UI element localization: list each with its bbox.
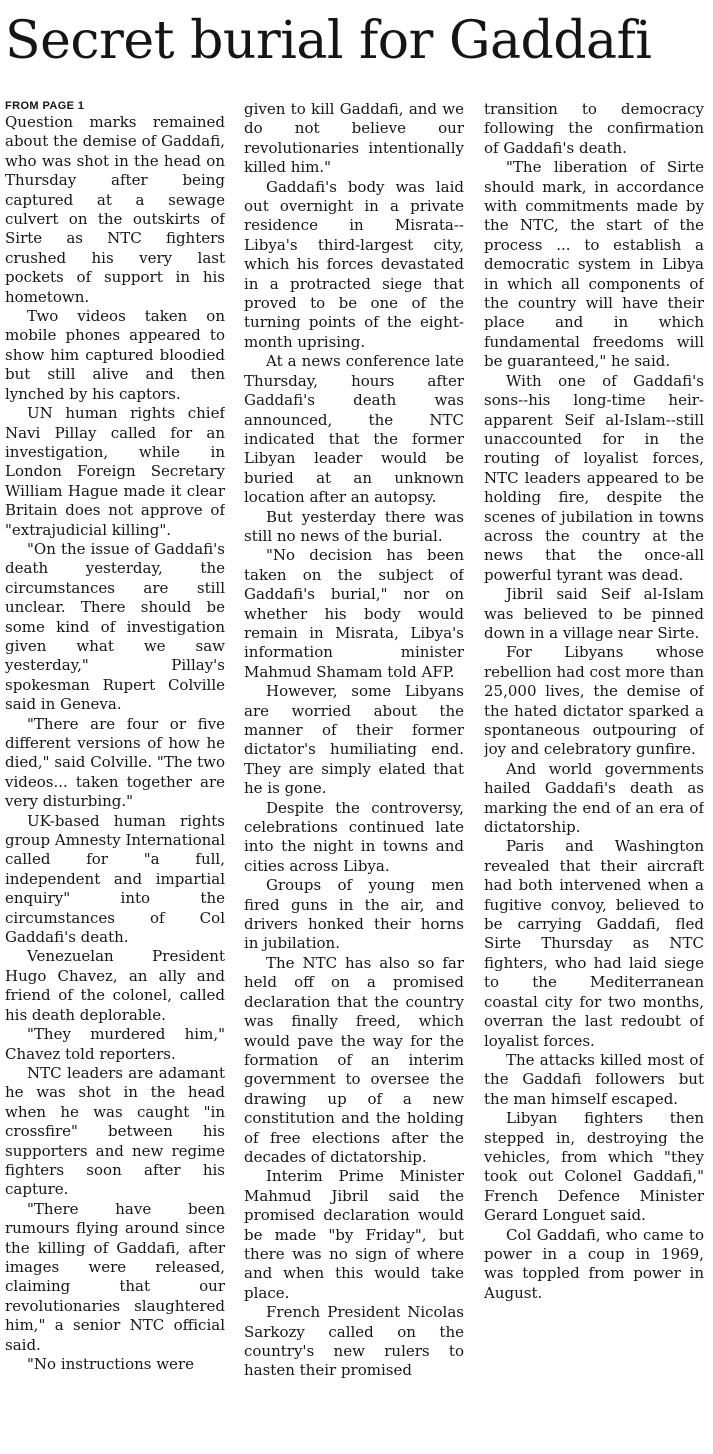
article-paragraph: At a news conference late Thursday, hours after Gaddafi's death was announced, the NTC indicated that the former Libyan leader would be buried at an unknown location after an autopsy. — [244, 352, 464, 507]
article-paragraph: Gaddafi's body was laid out overnight in a private residence in Misrata--Libya's third-largest city, which his forces devastated in a protracted siege that proved to be one of the turning points of the eight-month uprising. — [244, 177, 464, 351]
article-column-2 — [244, 100, 464, 1452]
article-column-3 — [484, 100, 704, 1452]
article-paragraph: UN human rights chief Navi Pillay called for an investigation, while in London Foreign Secretary William Hague made it clear Britain does not approve of "extrajudicial killing". — [5, 404, 225, 539]
article-paragraph: Libyan fighters then stepped in, destroying the vehicles, from which "they took out Colonel Gaddafi," French Defence Minister Gerard Longuet said. — [484, 1109, 704, 1225]
article-paragraph: NTC leaders are adamant he was shot in the head when he was caught "in crossfire" between his supporters and new regime fighters soon after his capture. — [5, 1063, 225, 1199]
article-paragraph: transition to democracy following the confirmation of Gaddafi's death. — [484, 100, 704, 157]
from-page-kicker: FROM PAGE 1 — [5, 100, 85, 112]
article-paragraph: "They murdered him," Chavez told reporters. — [5, 1025, 225, 1063]
article-paragraph: "No decision has been taken on the subject of Gaddafi's burial," nor on whether his body would remain in Misrata, Libya's information minister Mahmud Shamam told AFP. — [244, 546, 464, 681]
article-paragraph: Two videos taken on mobile phones appeared to show him captured bloodied but still alive and then lynched by his captors. — [5, 307, 225, 403]
article-paragraph: The attacks killed most of the Gaddafi followers but the man himself escaped. — [484, 1050, 704, 1108]
article-paragraph: With one of Gaddafi's sons--his long-time heir-apparent Seif al-Islam--still unaccounted for in the routing of loyalist forces, NTC leaders appeared to be holding fire, despite the scenes of jubilation in towns across the country at the news that the once-all powerful tyrant was dead. — [484, 371, 704, 584]
article-paragraph: "On the issue of Gaddafi's death yesterday, the circumstances are still unclear. There should be some kind of investigation given what we saw yesterday," Pillay's spokesman Rupert Colville said in Geneva. — [5, 539, 225, 714]
article-paragraph: "There are four or five different versions of how he died," said Colville. "The two videos... taken together are very disturbing." — [5, 714, 225, 811]
article-paragraph: "There have been rumours flying around since the killing of Gaddafi, after images were released, claiming that our revolutionaries slaughtered him," a senior NTC official said. — [5, 1199, 225, 1354]
article-paragraph: Paris and Washington revealed that their aircraft had both intervened when a fugitive convoy, believed to be carrying Gaddafi, fled Sirte Thursday as NTC fighters, who had laid siege to the Mediterranean coastal city for two months, overran the last redoubt of loyalist forces. — [484, 837, 704, 1050]
article-paragraph: "The liberation of Sirte should mark, in accordance with commitments made by the NTC, the start of the process ... to establish a democratic system in Libya in which all components of the country will have their place and in which fundamental freedoms will be guaranteed," he said. — [484, 158, 704, 371]
article-paragraph: Despite the controversy, celebrations continued late into the night in towns and cities across Libya. — [244, 798, 464, 875]
article-paragraph: The NTC has also so far held off on a promised declaration that the country was finally freed, which would pave the way for the formation of an interim government to oversee the drawing up of a new constitution and the holding of free elections after the decades of dictatorship. — [244, 953, 464, 1166]
article-paragraph: However, some Libyans are worried about the manner of their former dictator's humiliating end. They are simply elated that he is gone. — [244, 682, 464, 798]
article-paragraph: Interim Prime Minister Mahmud Jibril said the promised declaration would be made "by Friday", but there was no sign of where and when this would take place. — [244, 1167, 464, 1302]
article-paragraph: For Libyans whose rebellion had cost more than 25,000 lives, the demise of the hated dictator sparked a spontaneous outpouring of joy and celebratory gunfire. — [484, 643, 704, 759]
article-paragraph: Venezuelan President Hugo Chavez, an ally and friend of the colonel, called his death deplorable. — [5, 947, 225, 1024]
article-paragraph: Col Gaddafi, who came to power in a coup in 1969, was toppled from power in August. — [484, 1225, 704, 1302]
article-paragraph: "No instructions were — [27, 1355, 194, 1373]
headline: Secret burial for Gaddafi — [5, 11, 652, 71]
article-paragraph: And world governments hailed Gaddafi's death as marking the end of an era of dictatorship. — [484, 759, 704, 837]
article-paragraph: UK-based human rights group Amnesty International called for "a full, independent and impartial enquiry" into the circumstances of Col Gaddafi's death. — [5, 811, 225, 947]
article-paragraph: French President Nicolas Sarkozy called on the country's new rulers to hasten their promised — [244, 1303, 464, 1380]
article-paragraph: given to kill Gaddafi, and we do not believe our revolutionaries intentionally killed him." — [244, 100, 464, 177]
article-column-1 — [5, 100, 225, 1452]
article-paragraph: Groups of young men fired guns in the air, and drivers honked their horns in jubilation. — [244, 876, 464, 953]
article-paragraph: Question marks remained about the demise of Gaddafi, who was shot in the head on Thursday after being captured at a sewage culvert on the outskirts of Sirte as NTC fighters crushed his very last pockets of support in his hometown. — [5, 113, 225, 306]
article-paragraph: But yesterday there was still no news of the burial. — [244, 507, 464, 545]
article-paragraph: Jibril said Seif al-Islam was believed to be pinned down in a village near Sirte. — [484, 585, 704, 642]
